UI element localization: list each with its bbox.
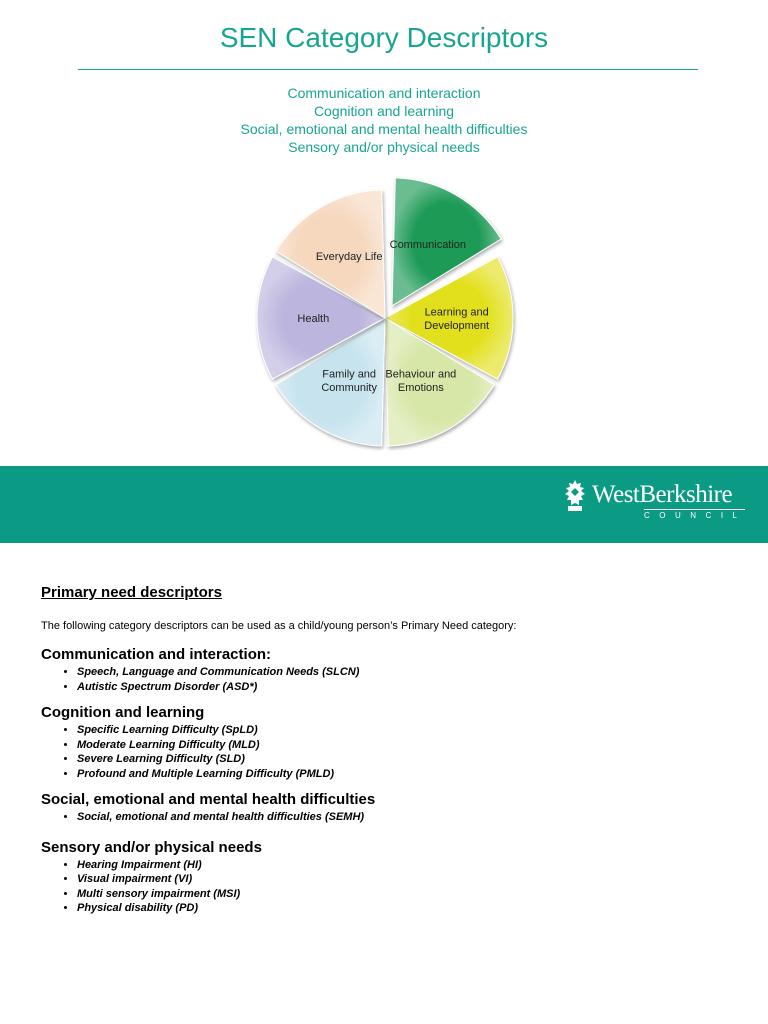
descriptor-item: • Profound and Multiple Learning Difficulty (PMLD) — [77, 767, 731, 782]
category-line: Sensory and/or physical needs — [288, 139, 480, 155]
group-cognition — [41, 704, 731, 781]
wheel-label-everyday-life: Everyday Life — [315, 250, 383, 263]
descriptor-item: • Physical disability (PD) — [77, 901, 731, 916]
crest-icon — [562, 478, 588, 514]
wheel-label-family-and-community: Family and Community — [321, 368, 377, 395]
title-rule — [78, 69, 698, 70]
group-title: Communication and interaction: — [41, 646, 272, 663]
logo-divider — [644, 509, 745, 510]
wheel-label-health: Health — [297, 313, 330, 325]
page-title: SEN Category Descriptors — [219, 22, 549, 53]
needs-wheel-graphic — [230, 160, 540, 460]
group-communication — [41, 646, 731, 694]
group-sensory — [41, 839, 731, 916]
primary-need-heading: Primary need descriptors — [41, 584, 222, 601]
descriptor-list — [41, 665, 731, 694]
wheel-label-communication: Communication — [389, 238, 467, 251]
descriptor-item: • Autistic Spectrum Disorder (ASD*) — [77, 680, 731, 695]
descriptor-item: • Moderate Learning Difficulty (MLD) — [77, 738, 731, 753]
group-title: Social, emotional and mental health difficulties — [41, 791, 376, 808]
descriptor-list — [41, 858, 731, 916]
category-list — [0, 84, 768, 156]
descriptor-item: • Severe Learning Difficulty (SLD) — [77, 752, 731, 767]
wheel-label-learning-and-development: Learning and Development — [424, 306, 490, 332]
descriptor-content — [41, 580, 731, 916]
logo-subtitle: COUNCIL — [644, 511, 747, 520]
descriptor-list — [41, 723, 731, 781]
group-title: Cognition and learning — [41, 704, 205, 721]
category-line: Communication and interaction — [287, 85, 481, 101]
descriptor-list — [41, 810, 731, 825]
needs-wheel — [230, 160, 540, 460]
category-line: Cognition and learning — [313, 103, 455, 119]
logo-wordmark: WestBerkshire — [592, 481, 733, 508]
descriptor-item: • Visual impairment (VI) — [77, 872, 731, 887]
intro-text: The following category descriptors can be used as a child/young person’s Primary Need category: — [41, 620, 517, 632]
group-semh — [41, 791, 731, 825]
descriptor-item: • Hearing Impairment (HI) — [77, 858, 731, 873]
west-berkshire-logo — [562, 478, 747, 528]
category-line: Social, emotional and mental health difficulties — [240, 121, 528, 137]
descriptor-item: • Social, emotional and mental health difficulties (SEMH) — [77, 810, 731, 825]
descriptor-item: • Multi sensory impairment (MSI) — [77, 887, 731, 902]
descriptor-item: • Specific Learning Difficulty (SpLD) — [77, 723, 731, 738]
descriptor-item: • Speech, Language and Communication Needs (SLCN) — [77, 665, 731, 680]
wheel-label-behaviour-and-emotions: Behaviour and Emotions — [385, 368, 457, 395]
group-title: Sensory and/or physical needs — [41, 838, 262, 856]
